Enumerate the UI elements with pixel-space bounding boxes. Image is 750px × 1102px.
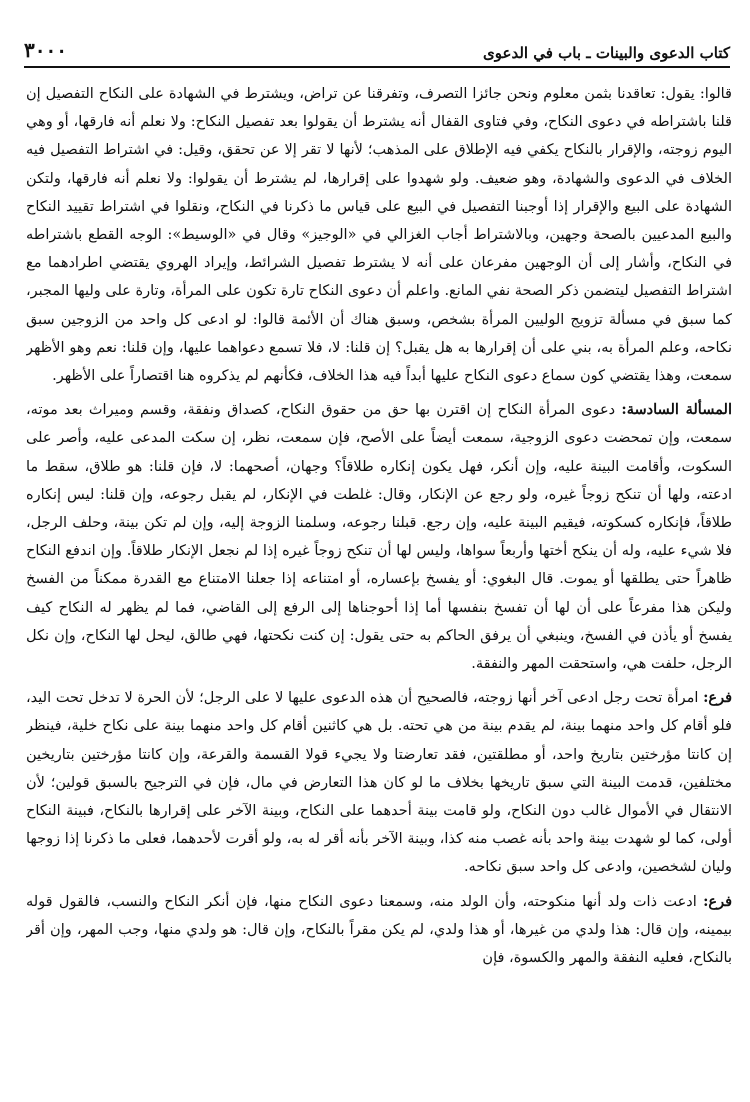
paragraph-2-text: دعوى المرأة النكاح إن اقترن بها حق من حقوق النكاح، كصداق ونفقة، وقسم وميراث بعد موته، سمعت، وإن تمحضت دعوى الزوجية، سمعت أيضاً على الأصح، فإن سمعت، نظر، إن سكت المدعى عليه، وأصر على السكوت، وأقامت البينة عليه، وإن أنكر، فهل يكون إنكاره طلاقاً؟ وجهان، أصحهما: لا، فإن قلنا: هو طلاق، سقط ما ادعته، ولها أن تنكح زوجاً غيره، ولو رجع عن الإنكار، وقال: غلطت في الإنكار، لم يقبل رجوعه، وإن قلنا: ليس إنكاره طلاقاً، فإنكاره كسكوته، فيقيم البينة عليه، وإن رجع. قبلنا رجوعه، وسلمنا الزوجة إليه، وإن لم تكن بينة، وحلف الرجل، فلا شيء عليه، وله أن ينكح أختها وأربعاً سواها، وليس لها أن تنكح زوجاً غيره إذا لم نجعل الإنكار طلاقاً. وإن اندفع النكاح ظاهراً حتى يطلقها أو يموت. قال البغوي: أو يفسخ بإعساره، أو امتناعه إذا جعلنا الامتناع مع القدرة ممكناً من الفسخ وليكن هذا مفرعاً على أن لها أن تفسخ بنفسها أما إذا أحوجناها إلى الرفع إلى القاضي، فما لم يظهر له النكاح كيف يفسخ أو يأذن في الفسخ، وينبغي أن يرفق الحاكم به حتى يقول: إن كنت نكحتها، فهي طالق، ليحل لها النكاح، وإن نكل الرجل، حلفت هي، واستحقت المهر والنفقة. [26,402,732,673]
page-number: ٣٠٠٠ [24,38,67,62]
paragraph-3 [26,684,732,881]
paragraph-4 [26,888,732,973]
running-title: كتاب الدعوى والبينات ـ باب في الدعوى [483,44,730,62]
page-header [24,36,730,62]
far-heading-1: فرع: [703,689,732,707]
paragraph-3-text: امرأة تحت رجل ادعى آخر أنها زوجته، فالصحيح أن هذه الدعوى عليها لا على الرجل؛ لأن الحرة لا تدخل تحت اليد، فلو أقام كل واحد منهما بينة، لم يقدم بينة من هي تحته. بل هي كاثنين أقام كل واحد منهما بينة على نكاح خلية، فينظر إن كانتا مؤرختين بتاريخ واحد، أو مطلقتين، فقد تعارضتا ولا يجيء قولا القسمة والقرعة، وإن كانتا مؤرختين بتاريخين مختلفين، قدمت البينة التي سبق تاريخها بخلاف ما لو كان هذا التعارض في مال، فإن في الترجيح بالسبق قولين؛ لأن الانتقال في الأموال غالب دون النكاح، ولو قامت بينة أحدهما على النكاح، وبينة الآخر على إقرارها بالنكاح، فبينة النكاح أولى، كما لو شهدت بينة واحد بأنه غصب منه كذا، وبينة الآخر بأنه أقر له به، ولو أقرت لأحدهما، فعلى ما ذكرنا إذا زوجها وليان لشخصين، وادعى كل واحد سبق نكاحه. [26,690,732,876]
body-text [26,80,732,1096]
paragraph-4-text: ادعت ذات ولد أنها منكوحته، وأن الولد منه، وسمعنا دعوى النكاح منها، فإن أنكر النكاح والنسب، فالقول قوله بيمينه، وإن قال: هذا ولدي من غيرها، أو هذا ولدي، لم يكن مقراً بالنكاح، وإن قال: هو ولدي منها، وجب المهر، وإن أقر بالنكاح، فعليه النفقة والمهر والكسوة، فإن [26,893,732,967]
far-heading-2: فرع: [703,892,732,910]
section-heading: المسألة السادسة: [621,401,732,419]
paragraph-2 [26,396,732,678]
paragraph-1 [26,80,732,390]
header-rule [24,66,730,68]
paragraph-1-text: قالوا: يقول: تعاقدنا بثمن معلوم ونحن جائزا التصرف، وتفرقنا عن تراض، ويشترط في الشهادة على النكاح التفصيل إن قلنا باشتراطه في دعوى النكاح، وفي فتاوى القفال أنه يشترط أن يقولوا بعد تفصيل النكاح: ولا نعلم أنه فارقها، أو وهي اليوم زوجته، والإقرار بالنكاح يكفي فيه الإطلاق على المذهب؛ لأنها لا تقر إلا عن تحقق، وقيل: في اشتراط التفصيل فيه الخلاف في الدعوى والشهادة، وهو ضعيف. ولو شهدوا على إقرارها، لم يشترط أن يقولوا: ولا نعلم أنه فارقها، ولتكن الشهادة على البيع والإقرار إذا أوجبنا التفصيل في البيع على قياس ما ذكرنا في النكاح، ونقلوا في اشتراط تقييد النكاح والبيع المدعيين بالصحة وجهين، وبالاشتراط أجاب الغزالي في «الوجيز» وقال في «الوسيط»: الوجه القطع باشتراطه في النكاح، وأشار إلى أن الوجهين مفرعان على أنه لا يشترط تفصيل الشرائط، وإيراد الهروي يقتضي اطرادهما مع اشتراط التفصيل ليتضمن ذكر الصحة نفي المانع. واعلم أن دعوى النكاح تارة تكون على المرأة، وتارة على وليها المجبر، كما سبق في مسألة تزويج الوليين المرأة بشخص، وسبق هناك أن الأئمة قالوا: لو ادعى كل واحد من الزوجين سبق نكاحه، وعلم المرأة به، بني على أن إقرارها به هل يقبل؟ إن قلنا: لا، فلا تسمع دعواهما عليها، وإن قلنا: نعم وهو الأظهر سمعت، وهذا يقتضي كون سماع دعوى النكاح عليها أبداً فيه هذا الخلاف، فكأنهم لم يذكروه هنا اقتصاراً على الأظهر. [26,86,732,385]
